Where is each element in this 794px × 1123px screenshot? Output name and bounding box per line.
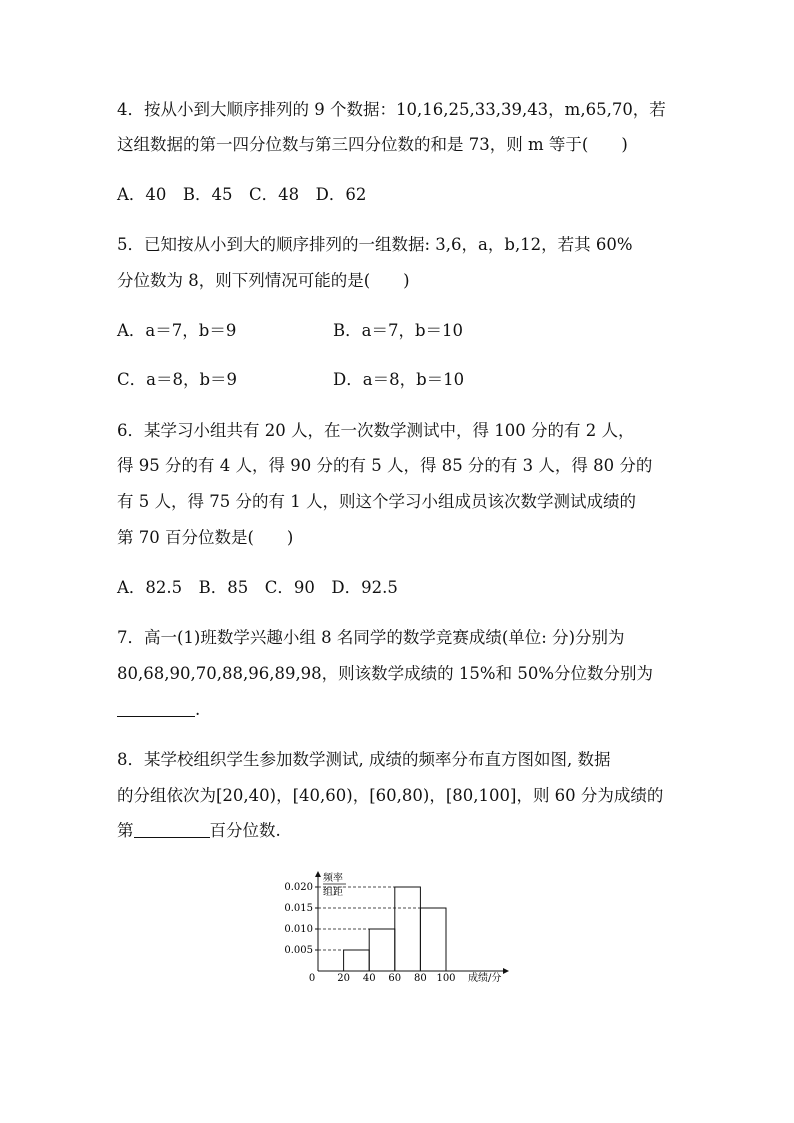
y-tick-label: 0.015 [284, 903, 313, 914]
x-axis-label: 成绩/分 [468, 973, 502, 984]
q4-line-1: 4．按从小到大顺序排列的 9 个数据：10,16,25,33,39,43，m,65,70，若 [117, 100, 666, 119]
q8-line-3-start: 第 [117, 821, 134, 840]
q6-line-4: 第 70 百分位数是( ) [117, 528, 294, 547]
q5-line-1: 5．已知按从小到大的顺序排列的一组数据: 3,6，a，b,12，若其 60% [117, 235, 633, 254]
q7-line-2: 80,68,90,70,88,96,89,98，则该数学成绩的 15%和 50%分位数分别为 [117, 664, 654, 683]
x-tick-label: 100 [436, 973, 456, 984]
y-tick-label: 0.020 [284, 882, 313, 893]
x-tick-label: 40 [362, 973, 376, 984]
q8-line-3 [117, 821, 281, 841]
histogram-bar [395, 887, 421, 971]
q8-line-2: 的分组依次为[20,40)，[40,60)，[60,80)，[80,100]，则 60 分为成绩的 [117, 786, 664, 805]
histogram-bar [344, 950, 370, 971]
frequency-histogram [270, 864, 530, 984]
q6-line-2: 得 95 分的有 4 人，得 90 分的有 5 人，得 85 分的有 3 人，得 80 分的 [117, 456, 653, 475]
q8-answer-blank[interactable] [134, 821, 210, 838]
q5-option-d: D．a＝8，b＝10 [333, 370, 465, 389]
q6-options: A．82.5 B．85 C．90 D．92.5 [117, 578, 398, 597]
y-axis-label-bottom: 组距 [323, 887, 343, 898]
x-tick-label: 80 [414, 973, 427, 984]
q4-line-2: 这组数据的第一四分位数与第三四分位数的和是 73，则 m 等于( ) [117, 135, 628, 154]
q7-answer-blank[interactable] [117, 700, 195, 717]
q5-option-a: A．a＝7，b＝9 [117, 321, 237, 340]
q8-line-1: 8．某学校组织学生参加数学测试, 成绩的频率分布直方图如图, 数据 [117, 750, 611, 769]
q8-line-3-end: 百分位数. [209, 821, 281, 840]
q4-options: A．40 B．45 C．48 D．62 [117, 185, 367, 204]
q5-option-c: C．a＝8，b＝9 [117, 370, 238, 389]
q7-line-3 [117, 700, 200, 720]
q5-option-b: B．a＝7，b＝10 [333, 321, 464, 340]
q6-line-3: 有 5 人，得 75 分的有 1 人，则这个学习小组成员该次数学测试成绩的 [117, 492, 636, 511]
histogram-bar [420, 908, 446, 971]
q5-line-2: 分位数为 8，则下列情况可能的是( ) [117, 271, 410, 290]
x-tick-label: 20 [337, 973, 350, 984]
q7-line-3-end: . [195, 700, 201, 719]
y-tick-label: 0.005 [284, 945, 313, 956]
y-axis-label-top: 频率 [323, 873, 343, 884]
histogram-bar [369, 929, 395, 971]
y-tick-label: 0.010 [284, 924, 313, 935]
x-tick-label: 60 [388, 973, 402, 984]
x-tick-label: 0 [308, 973, 316, 984]
q6-line-1: 6．某学习小组共有 20 人，在一次数学测试中，得 100 分的有 2 人， [117, 421, 635, 440]
q7-line-1: 7．高一(1)班数学兴趣小组 8 名同学的数学竞赛成绩(单位: 分)分别为 [117, 628, 625, 647]
